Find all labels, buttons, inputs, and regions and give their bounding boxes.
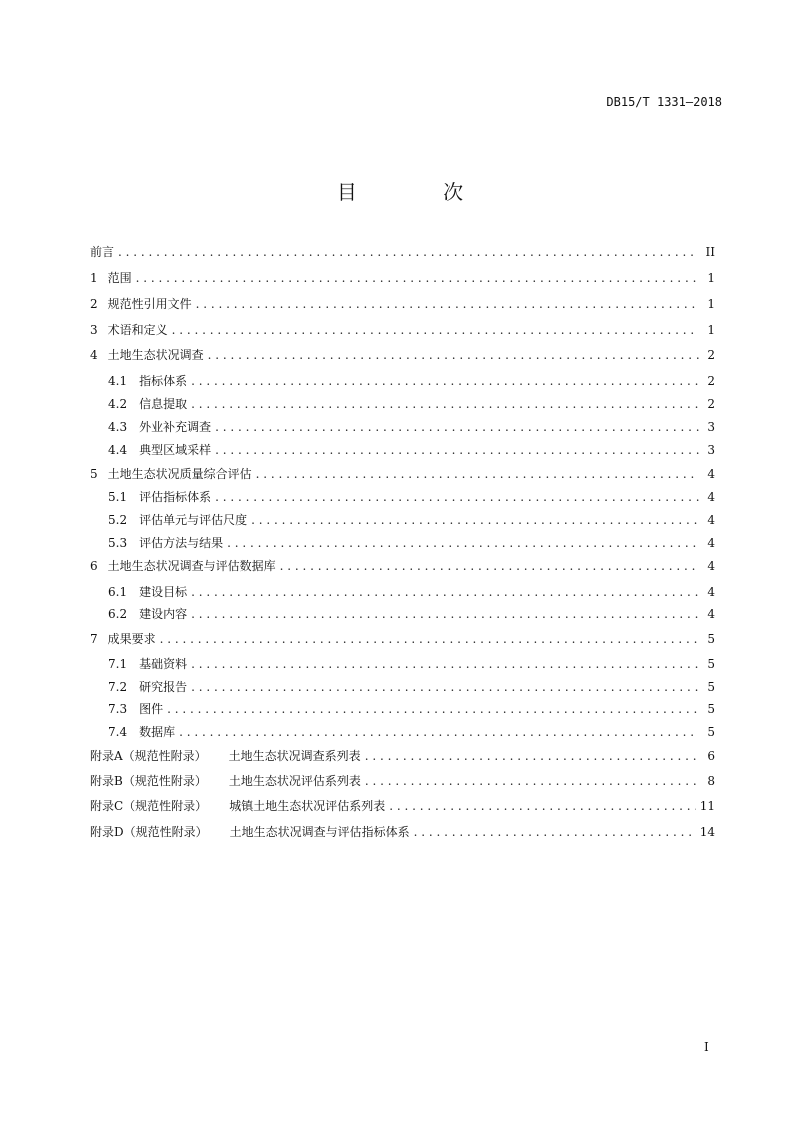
toc-entry-label: 评估单元与评估尺度 <box>139 513 248 527</box>
toc-entry-label: 土地生态状况质量综合评估 <box>107 467 252 481</box>
toc-entry-label: 范围 <box>107 271 132 285</box>
toc-entry-page: 4 <box>707 607 715 621</box>
toc-entry-label: 规范性引用文件 <box>107 297 192 311</box>
dot-leader <box>172 321 699 339</box>
toc-entry-page: 4 <box>707 513 715 527</box>
toc-entry-number: 附录D（规范性附录） <box>90 825 208 839</box>
toc-entry-number: 7.1 <box>108 657 128 671</box>
toc-entry-label: 指标体系 <box>139 374 188 388</box>
toc-entry-number: 6.2 <box>108 607 128 621</box>
toc-entry[interactable] <box>108 534 715 552</box>
toc-entry-number: 5.2 <box>108 513 128 527</box>
toc-entry[interactable] <box>90 797 715 815</box>
dot-leader <box>365 772 699 790</box>
toc-entry-page: 8 <box>707 774 715 788</box>
page-number: I <box>704 1040 709 1054</box>
toc-entry-page: 1 <box>707 271 715 285</box>
toc-entry-page: 6 <box>707 749 715 763</box>
dot-leader <box>365 747 699 765</box>
toc-entry-label: 土地生态状况调查与评估指标体系 <box>229 825 410 839</box>
toc-entry[interactable] <box>108 723 715 741</box>
dot-leader <box>136 269 699 287</box>
toc-entry-page: 5 <box>707 657 715 671</box>
dot-leader <box>191 655 699 673</box>
toc-entry-number: 附录A（规范性附录） <box>90 749 207 763</box>
toc-entry-page: 5 <box>707 680 715 694</box>
toc-entry-label: 典型区域采样 <box>139 443 212 457</box>
toc-entry-number: 3 <box>90 323 98 337</box>
toc-entry-label: 建设内容 <box>139 607 188 621</box>
toc-entry[interactable] <box>108 678 715 696</box>
toc-entry-page: 4 <box>707 585 715 599</box>
toc-entry[interactable] <box>108 418 715 436</box>
toc-entry[interactable] <box>108 441 715 459</box>
dot-leader <box>167 700 699 718</box>
toc-entry[interactable] <box>90 269 715 287</box>
dot-leader <box>280 557 699 575</box>
toc-entry-page: 4 <box>707 490 715 504</box>
toc-entry-label: 评估方法与结果 <box>139 536 224 550</box>
page-title: 目 次 <box>336 180 504 204</box>
dot-leader <box>191 372 699 390</box>
toc-entry[interactable] <box>90 823 715 841</box>
toc-entry-number: 2 <box>90 297 98 311</box>
toc-entry-label: 土地生态状况调查系列表 <box>228 749 361 763</box>
toc-entry-number: 5 <box>90 467 98 481</box>
dot-leader <box>118 243 699 261</box>
toc-entry-number: 1 <box>90 271 98 285</box>
toc-entry-label: 信息提取 <box>139 397 188 411</box>
dot-leader <box>160 630 699 648</box>
dot-leader <box>179 723 699 741</box>
toc-entry-page: 5 <box>707 632 715 646</box>
toc-entry-page: 1 <box>707 297 715 311</box>
toc-entry-label: 评估指标体系 <box>139 490 212 504</box>
toc-entry-label: 建设目标 <box>139 585 188 599</box>
dot-leader <box>191 605 699 623</box>
toc-entry[interactable] <box>90 630 715 648</box>
toc-entry[interactable] <box>90 295 715 313</box>
toc-entry[interactable] <box>108 605 715 623</box>
toc-entry[interactable] <box>108 511 715 529</box>
dot-leader <box>215 441 699 459</box>
toc-entry-page: 4 <box>707 536 715 550</box>
toc-entry-number: 7.3 <box>108 702 128 716</box>
toc-entry-label: 土地生态状况调查与评估数据库 <box>107 559 276 573</box>
dot-leader <box>215 418 699 436</box>
dot-leader <box>191 678 699 696</box>
toc-entry-page: 4 <box>707 467 715 481</box>
dot-leader <box>196 295 699 313</box>
dot-leader <box>191 395 699 413</box>
toc-entry-number: 4 <box>90 348 98 362</box>
dot-leader <box>389 797 696 815</box>
dot-leader <box>227 534 699 552</box>
toc-entry-label: 术语和定义 <box>107 323 168 337</box>
toc-entry-page: 4 <box>707 559 715 573</box>
toc-entry-label: 土地生态状况评估系列表 <box>228 774 361 788</box>
toc-entry-label: 图件 <box>139 702 164 716</box>
toc-entry-page: 11 <box>699 799 715 813</box>
toc-entry[interactable] <box>108 395 715 413</box>
toc-entry[interactable] <box>90 465 715 483</box>
toc-entry[interactable] <box>90 772 715 790</box>
toc-entry-page: 2 <box>707 397 715 411</box>
toc-entry-page: 3 <box>707 420 715 434</box>
toc-entry[interactable] <box>90 747 715 765</box>
toc-entry-page: II <box>705 245 715 259</box>
toc-entry-number: 附录B（规范性附录） <box>90 774 207 788</box>
toc-entry[interactable] <box>108 583 715 601</box>
document-code: DB15/T 1331—2018 <box>606 95 722 109</box>
dot-leader <box>251 511 699 529</box>
toc-entry[interactable] <box>108 655 715 673</box>
toc-entry-page: 5 <box>707 702 715 716</box>
toc-entry-number: 附录C（规范性附录） <box>90 799 208 813</box>
toc-entry-number: 5.1 <box>108 490 128 504</box>
toc-entry[interactable] <box>108 372 715 390</box>
toc-entry[interactable] <box>108 700 715 718</box>
toc-entry-label: 外业补充调查 <box>139 420 212 434</box>
toc-entry[interactable] <box>90 557 715 575</box>
toc-entry-number: 6.1 <box>108 585 128 599</box>
toc-entry-number: 7 <box>90 632 98 646</box>
toc-entry-page: 14 <box>699 825 715 839</box>
toc-entry[interactable] <box>90 346 715 364</box>
toc-entry[interactable] <box>90 243 715 261</box>
toc-entry-page: 5 <box>707 725 715 739</box>
toc-entry-number: 7.2 <box>108 680 128 694</box>
toc-entry-number: 7.4 <box>108 725 128 739</box>
toc-entry-number: 4.3 <box>108 420 128 434</box>
toc-entry-label: 前言 <box>90 245 115 259</box>
toc-entry[interactable] <box>90 321 715 339</box>
toc-entry-number: 4.2 <box>108 397 128 411</box>
dot-leader <box>208 346 699 364</box>
toc-entry-page: 1 <box>707 323 715 337</box>
toc-entry-page: 2 <box>707 348 715 362</box>
toc-entry[interactable] <box>108 488 715 506</box>
toc-entry-number: 4.4 <box>108 443 128 457</box>
dot-leader <box>191 583 699 601</box>
toc-entry-number: 5.3 <box>108 536 128 550</box>
toc-entry-label: 城镇土地生态状况评估系列表 <box>229 799 386 813</box>
toc-entry-label: 基础资料 <box>139 657 188 671</box>
dot-leader <box>215 488 699 506</box>
toc-entry-page: 2 <box>707 374 715 388</box>
toc-entry-page: 3 <box>707 443 715 457</box>
toc-entry-number: 4.1 <box>108 374 128 388</box>
toc-entry-number: 6 <box>90 559 98 573</box>
dot-leader <box>414 823 696 841</box>
toc-entry-label: 成果要求 <box>107 632 156 646</box>
dot-leader <box>256 465 699 483</box>
toc-entry-label: 研究报告 <box>139 680 188 694</box>
toc-entry-label: 土地生态状况调查 <box>107 348 204 362</box>
toc-entry-label: 数据库 <box>139 725 176 739</box>
